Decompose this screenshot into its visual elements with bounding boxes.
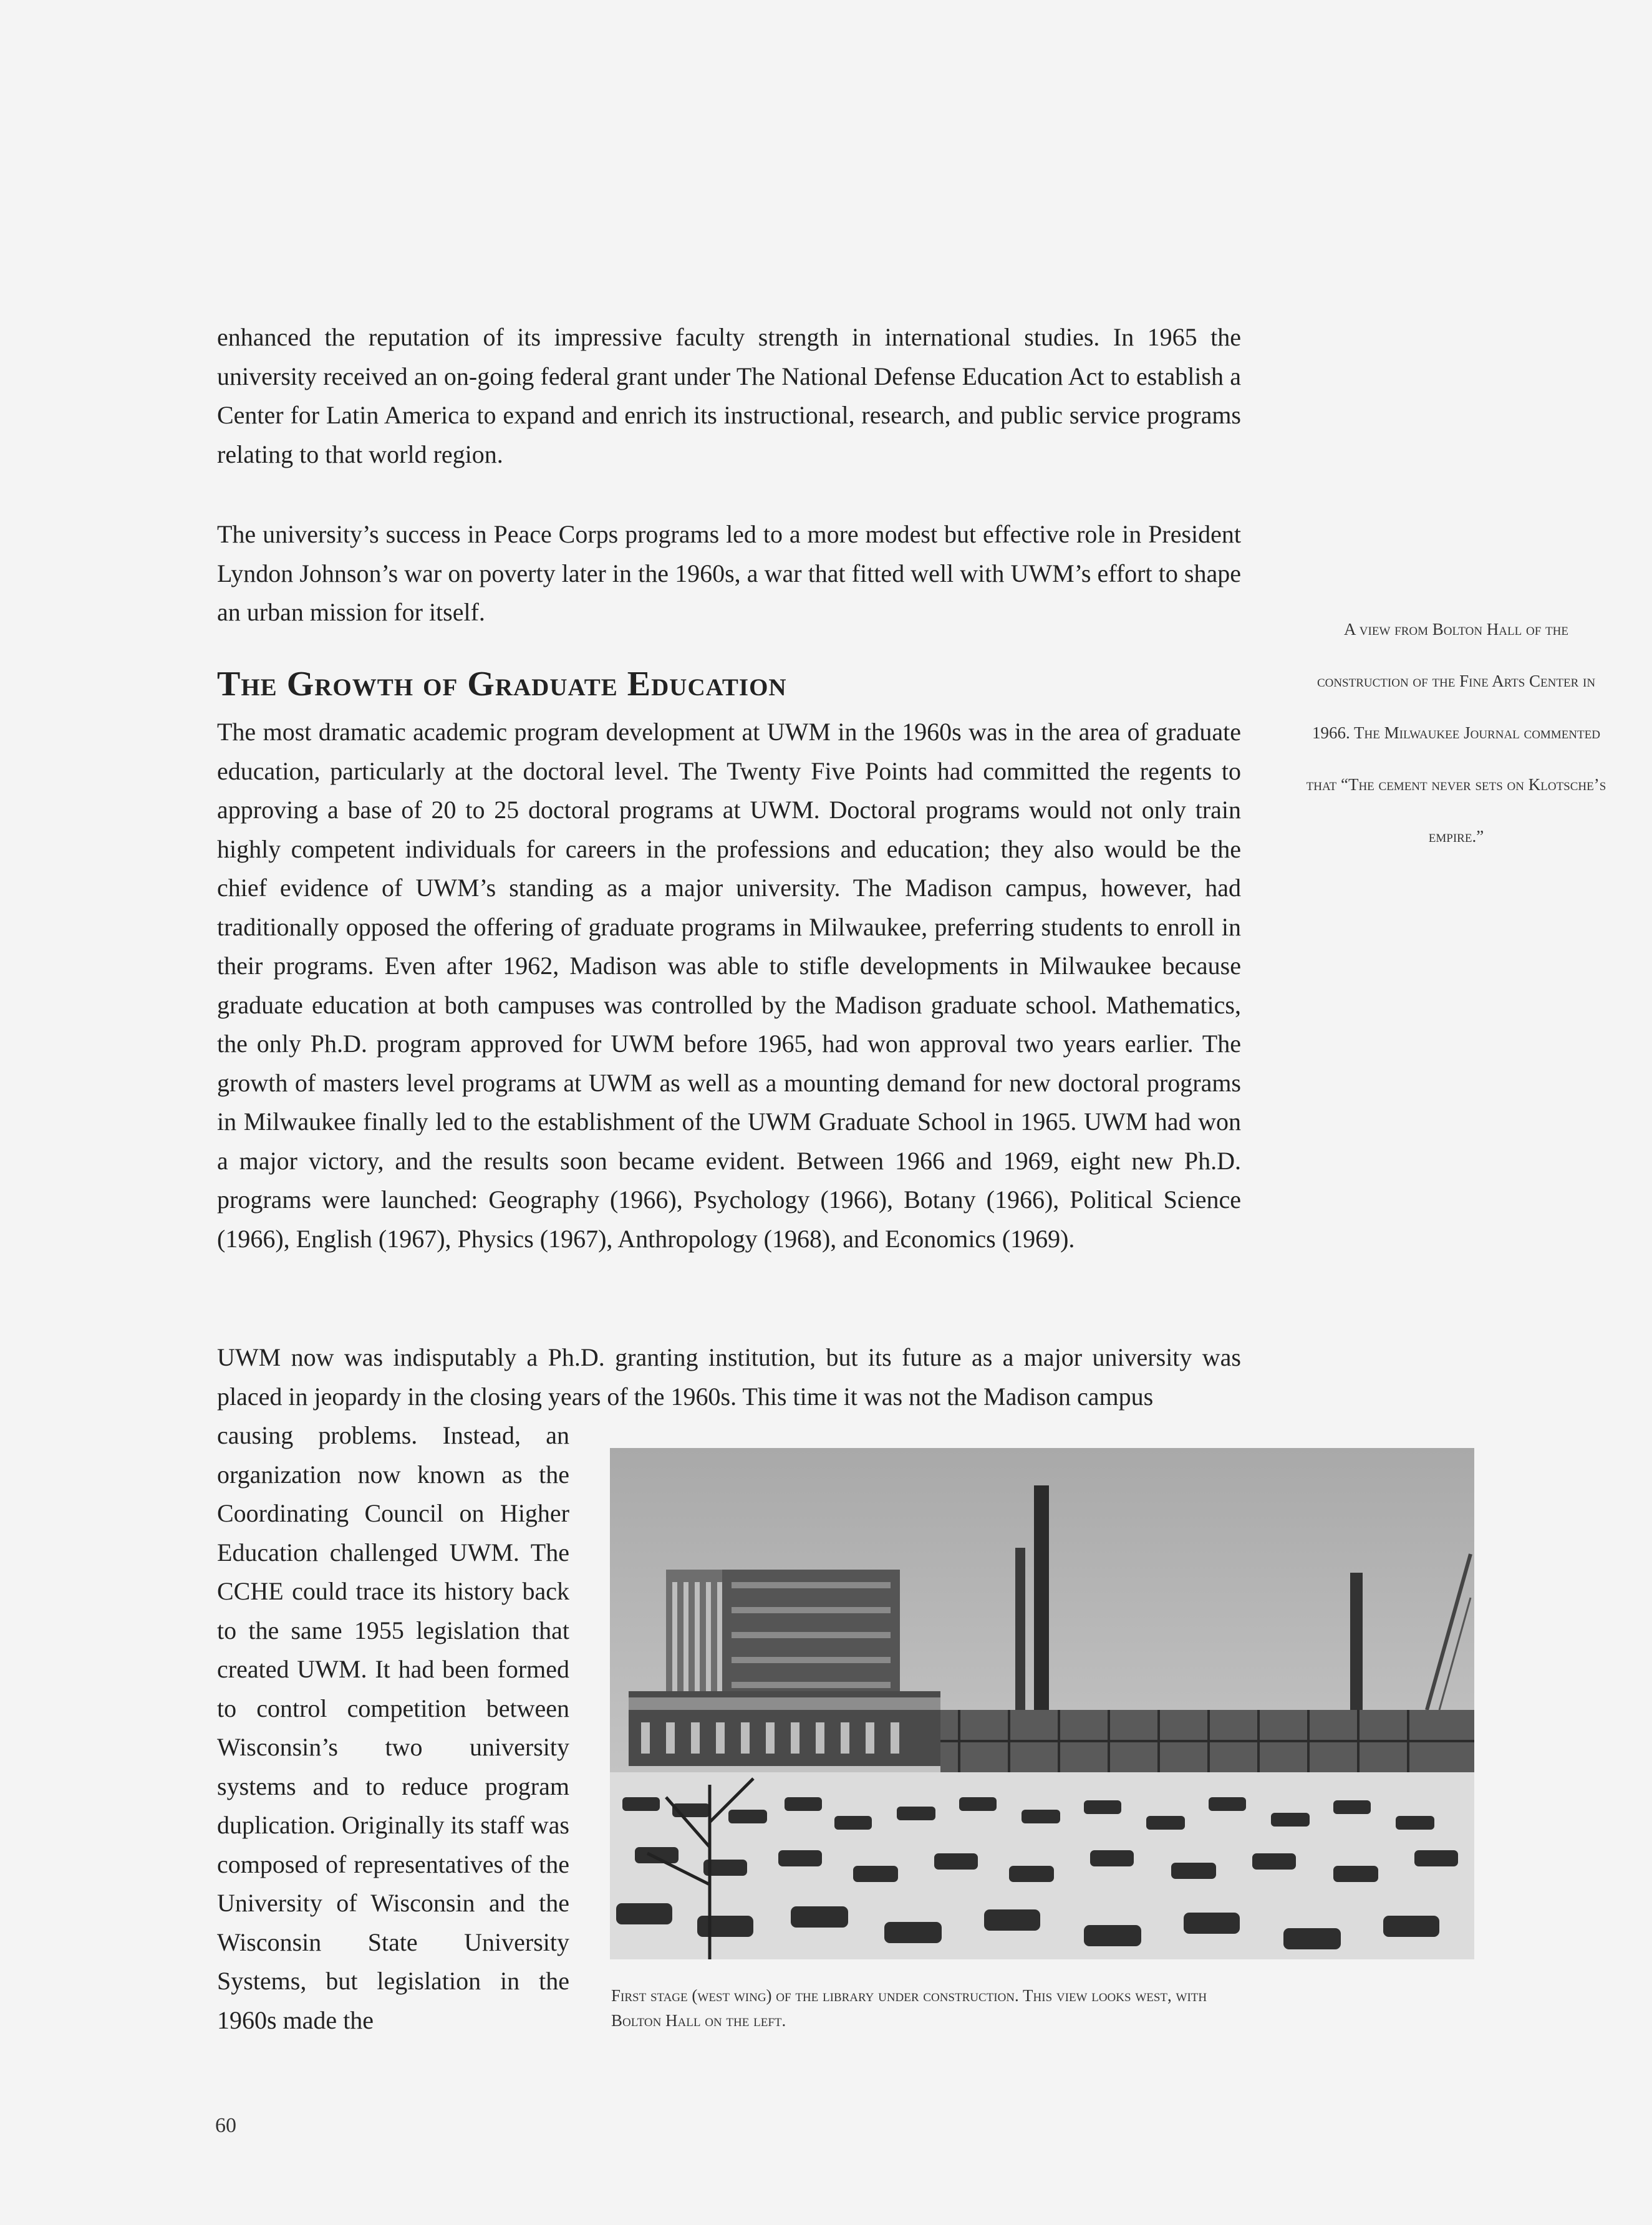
section-heading: The Growth of Graduate Education <box>217 665 787 703</box>
paragraph-international-studies: enhanced the reputation of its impressive faculty strength in international studies. In 1965 the university received an on-going federal grant under The National Defense Education Act to establish a Center for Latin America to expand and enrich its instructional, research, and public service programs relating to that world region. <box>217 323 1241 468</box>
photo-caption: First stage (west wing) of the library under construction. This view looks west, with Bolton Hall on the left. <box>611 1986 1207 2030</box>
page-number: 60 <box>215 2114 236 2137</box>
side-caption: A view from Bolton Hall of the construction of the Fine Arts Center in 1966. The Milwaukee Journal commented that “The cement never sets on Klotsche’s empire.” <box>1306 620 1606 846</box>
paragraph-cche: causing problems. Instead, an organization now known as the Coordinating Council on Higher Education challenged UWM. The CCHE could trace its history back to the same 1955 legislation that created UWM. It had been formed to control competition between Wisconsin’s two university systems and to reduce program duplication. Originally its staff was composed of representatives of the University of Wisconsin and the Wisconsin State University Systems, but legislation in the 1960s made the <box>217 1421 569 2034</box>
paragraph-peace-corps: The university’s success in Peace Corps programs led to a more modest but effective role in President Lyndon Johnson’s war on poverty later in the 1960s, a war that fitted well with UWM’s effort to shape an urban mission for itself. <box>217 520 1241 626</box>
paragraph-phd-institution: UWM now was indisputably a Ph.D. granting institution, but its future as a major university was placed in jeopardy in the closing years of the 1960s. This time it was not the Madison campus <box>217 1343 1241 1411</box>
paragraph-graduate-education: The most dramatic academic program development at UWM in the 1960s was in the area of graduate education, particularly at the doctoral level. The Twenty Five Points had committed the regents to approving a base of 20 to 25 doctoral programs at UWM. Doctoral programs would not only train highly competent individuals for careers in the professions and education; they also would be the chief evidence of UWM’s standing as a major university. The Madison campus, however, had traditionally opposed the offering of graduate programs in Milwaukee, preferring students to enroll in their programs. Even after 1962, Madison was able to stifle developments in Milwaukee because graduate education at both campuses was controlled by the Madison graduate school. Mathematics, the only Ph.D. program approved for UWM before 1965, had won approval two years earlier. The growth of masters level programs at UWM as well as a mounting demand for new doctoral programs in Milwaukee finally led to the establishment of the UWM Graduate School in 1965. UWM had won a major victory, and the results soon became evident. Between 1966 and 1969, eight new Ph.D. programs were launched: Geography (1966), Psychology (1966), Botany (1966), Political Science (1966), English (1967), Physics (1967), Anthropology (1968), and Economics (1969). <box>217 718 1241 1253</box>
library-construction-photo <box>610 1448 1474 1959</box>
